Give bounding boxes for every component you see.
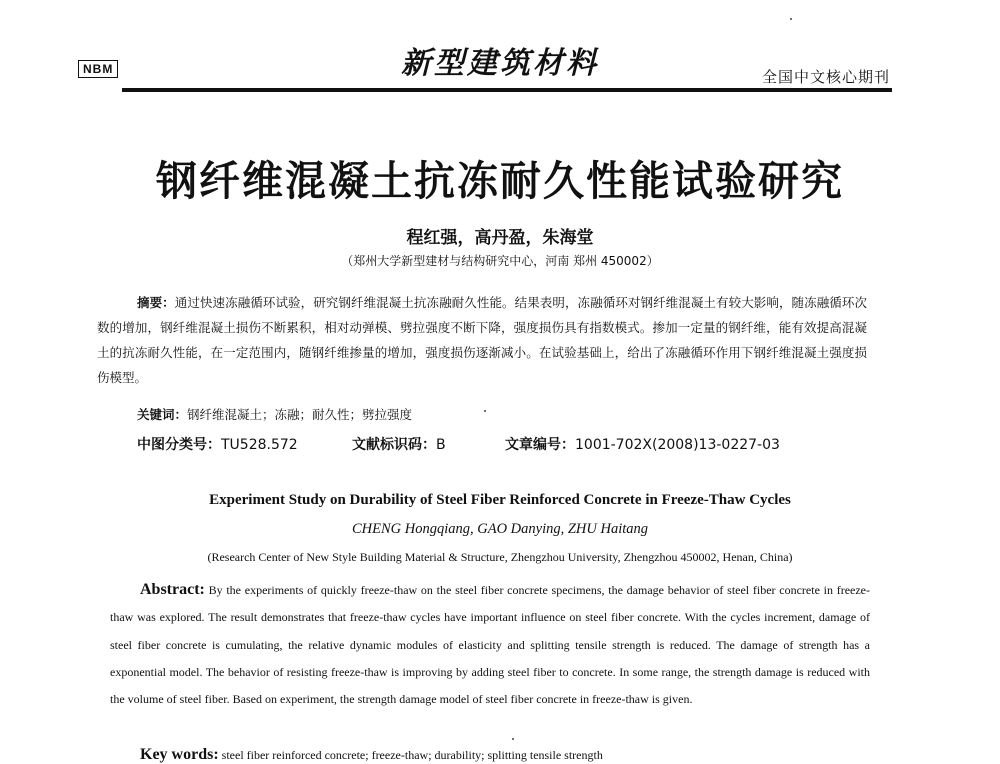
scan-speck — [790, 18, 792, 20]
article-no-label: 文章编号： — [505, 437, 575, 453]
journal-logo: NBM — [78, 60, 118, 78]
document-code — [352, 434, 446, 454]
english-abstract-text: By the experiments of quickly freeze-thaw on the steel fiber concrete specimens, the damage behavior of steel fiber concrete in freeze-thaw was explored. The result demonstrates that freeze-thaw cycles have important influence on steel fiber concrete. With the cycles increment, damage of steel fiber concrete is cumulating, the relative dynamic modules of elasticity and splitting tensile strength is reduced. The damage of strength has a exponential model. The behavior of resisting freeze-thaw is improving by adding steel fiber to concrete. In some range, the strength damage is reduced with the volume of steel fiber. Based on experiment, the strength damage model of steel fiber concrete in freeze-thaw is given. — [110, 583, 870, 707]
doc-code-value: B — [436, 437, 446, 453]
doc-code-label: 文献标识码： — [352, 437, 436, 453]
english-keywords-text: steel fiber reinforced concrete; freeze-thaw; durability; splitting tensile strength — [221, 748, 603, 762]
english-abstract — [110, 577, 870, 713]
english-keywords-label: Key words: — [140, 746, 219, 763]
chinese-keywords — [137, 405, 412, 423]
article-number — [505, 434, 780, 454]
english-keywords — [140, 746, 603, 764]
chinese-keywords-text: 钢纤维混凝土；冻融；耐久性；劈拉强度 — [187, 407, 413, 422]
english-title: Experiment Study on Durability of Steel Fiber Reinforced Concrete in Freeze-Thaw Cycles — [209, 492, 791, 508]
chinese-affiliation: （郑州大学新型建材与结构研究中心，河南 郑州 450002） — [341, 254, 659, 268]
chinese-abstract-text: 通过快速冻融循环试验，研究钢纤维混凝土抗冻融耐久性能。结果表明，冻融循环对钢纤维混凝土有较大影响，随冻融循环次数的增加，钢纤维混凝土损伤不断累积，相对动弹模、劈拉强度不断下降，强度损伤具有指数模式。掺加一定量的钢纤维，能有效提高混凝土的抗冻耐久性能，在一定范围内，随钢纤维掺量的增加，强度损伤逐渐减小。在试验基础上，给出了冻融循环作用下钢纤维混凝土强度损伤模型。 — [97, 295, 867, 385]
clc-number — [137, 434, 298, 454]
chinese-keywords-label: 关键词： — [137, 407, 188, 422]
core-journal-label: 全国中文核心期刊 — [761, 68, 890, 86]
clc-value: TU528.572 — [221, 437, 298, 453]
chinese-title: 钢纤维混凝土抗冻耐久性能试验研究 — [156, 157, 844, 205]
english-affiliation: (Research Center of New Style Building Material & Structure, Zhengzhou University, Zhengzhou 450002, Henan, China) — [207, 550, 793, 564]
journal-name: 新型建筑材料 — [401, 46, 599, 81]
scan-speck — [512, 738, 514, 740]
clc-label: 中图分类号： — [137, 437, 221, 453]
chinese-abstract — [97, 290, 867, 390]
article-no-value: 1001-702X(2008)13-0227-03 — [575, 437, 780, 453]
scan-speck — [484, 410, 486, 412]
english-authors: CHENG Hongqiang, GAO Danying, ZHU Haitang — [351, 521, 649, 537]
header-rule — [122, 88, 892, 92]
english-abstract-label: Abstract: — [140, 581, 205, 598]
chinese-authors: 程红强，高丹盈，朱海堂 — [406, 228, 594, 248]
chinese-abstract-label: 摘要： — [137, 295, 175, 310]
